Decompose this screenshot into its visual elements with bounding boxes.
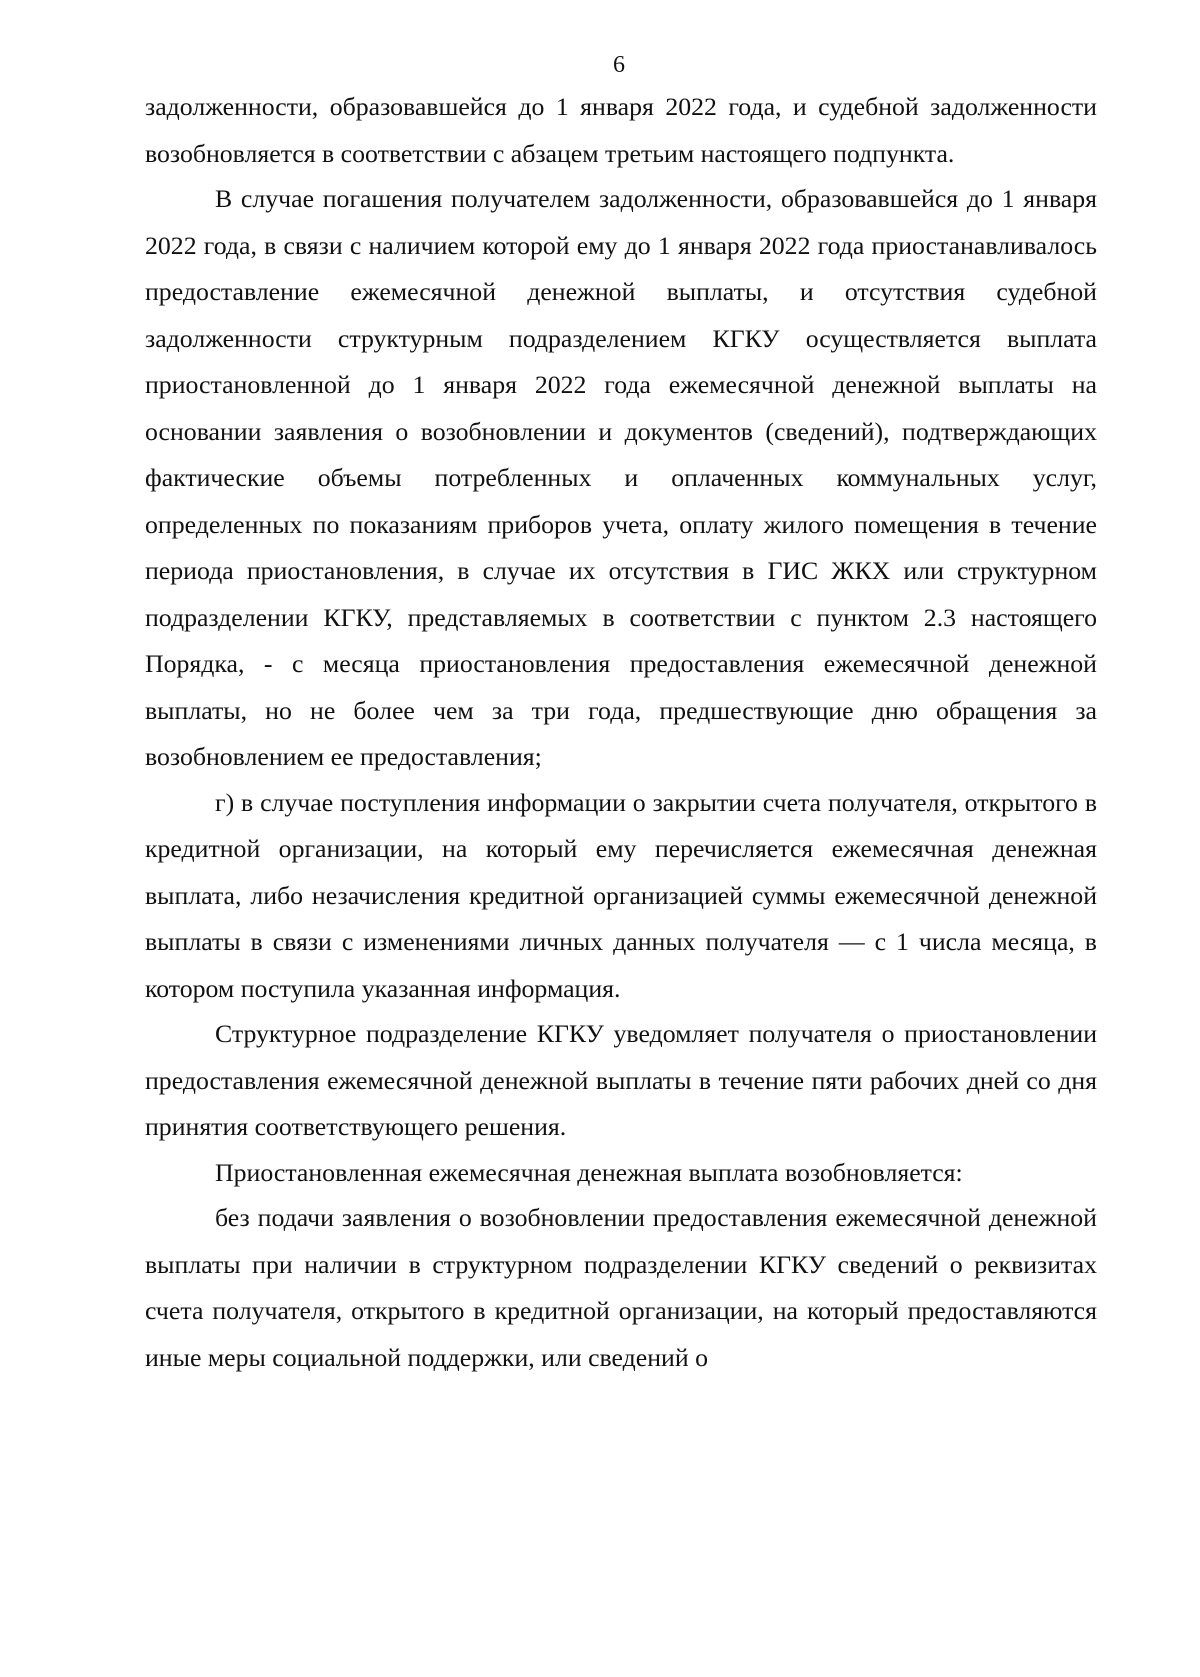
paragraph-continuation: задолженности, образовавшейся до 1 января 2022 года, и судебной задолженности возобновляется в соответствии с абзацем третьим настоящего подпункта. [145,92,1097,168]
paragraph-resumption-heading: Приостановленная ежемесячная денежная выплата возобновляется: [215,1157,963,1187]
paragraph-debt-repayment: В случае погашения получателем задолженности, образовавшейся до 1 января 2022 года, в связи с наличием которой ему до 1 января 2022 года приостанавливалось предоставление ежемесячной денежной выплаты, и отсутствия судебной задолженности структурным подразделением КГКУ осуществляется выплата приостановленной до 1 января 2022 года ежемесячной денежной выплаты на основании заявления о возобновлении и документов (сведений), подтверждающих фактические объемы потребленных и оплаченных коммунальных услуг, определенных по показаниям приборов учета, оплату жилого помещения в течение периода приостановления, в случае их отсутствия в ГИС ЖКХ или структурном подразделении КГКУ, представляемых в соответствии с пунктом 2.3 настоящего Порядка, - с месяца приостановления предоставления ежемесячной денежной выплаты, но не более чем за три года, предшествующие дню обращения за возобновлением ее предоставления; [145,184,1097,771]
paragraph-resumption-without-application: без подачи заявления о возобновлении предоставления ежемесячной денежной выплаты при наличии в структурном подразделении КГКУ сведений о реквизитах счета получателя, открытого в кредитной организации, на который предоставляются иные меры социальной поддержки, или сведений о [145,1203,1097,1372]
paragraph-item-g: г) в случае поступления информации о закрытии счета получателя, открытого в кредитной организации, на который ему перечисляется ежемесячная денежная выплата, либо незачисления кредитной организацией суммы ежемесячной денежной выплаты в связи с изменениями личных данных получателя — с 1 числа месяца, в котором поступила указанная информация. [145,787,1097,1003]
page-number: 6 [613,52,625,78]
paragraph-notification: Структурное подразделение КГКУ уведомляет получателя о приостановлении предоставления ежемесячной денежной выплаты в течение пяти рабочих дней со дня принятия соответствующего решения. [145,1019,1097,1141]
document-body [145,84,1097,1380]
